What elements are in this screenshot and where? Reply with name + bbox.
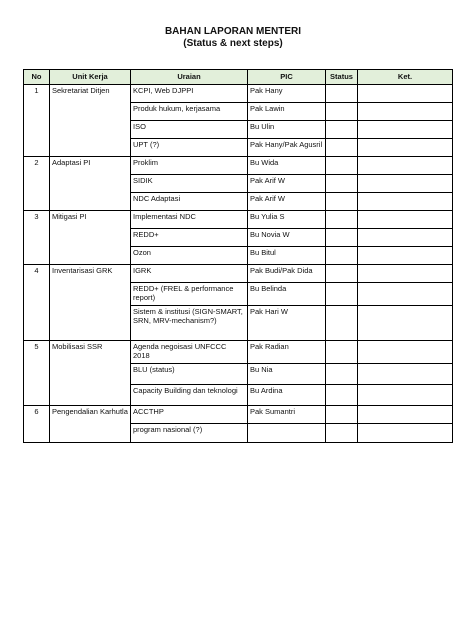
document-title-block [0,26,474,50]
status-cell [326,406,358,424]
uraian-cell: SIDIK [131,175,248,193]
uraian-cell: BLU (status) [131,364,248,385]
status-cell [326,139,358,157]
pic-cell: Bu Wida [248,157,326,175]
ket-cell [358,85,453,103]
pic-cell: Pak Arif W [248,175,326,193]
uraian-cell: Sistem & institusi (SIGN-SMART, SRN, MRV-mechanism?) [131,306,248,341]
ket-cell [358,306,453,341]
status-cell [326,193,358,211]
ket-cell [358,424,453,443]
row-number: 6 [24,406,50,443]
column-header-uraian: Uraian [131,70,248,85]
row-number: 3 [24,211,50,265]
ket-cell [358,229,453,247]
uraian-cell: ACCTHP [131,406,248,424]
ket-cell [358,211,453,229]
table-row [24,211,453,229]
unit-kerja-cell: Mobilisasi SSR [50,341,131,406]
ket-cell [358,385,453,406]
ket-cell [358,175,453,193]
pic-cell: Bu Bitul [248,247,326,265]
ket-cell [358,193,453,211]
pic-cell: Pak Budi/Pak Dida [248,265,326,283]
document-subtitle: (Status & next steps) [183,38,283,49]
pic-cell: Pak Sumantri [248,406,326,424]
pic-cell: Pak Arif W [248,193,326,211]
unit-kerja-cell: Inventarisasi GRK [50,265,131,341]
column-header-status: Status [326,70,358,85]
status-cell [326,247,358,265]
column-header-no: No [24,70,50,85]
report-table [23,69,453,443]
uraian-cell: Implementasi NDC [131,211,248,229]
status-cell [326,85,358,103]
uraian-cell: UPT (?) [131,139,248,157]
column-header-unit-kerja: Unit Kerja [50,70,131,85]
uraian-cell: program nasional (?) [131,424,248,443]
status-cell [326,157,358,175]
table-row [24,85,453,103]
pic-cell [248,424,326,443]
pic-cell: Bu Ardina [248,385,326,406]
status-cell [326,341,358,364]
status-cell [326,121,358,139]
uraian-cell: IGRK [131,265,248,283]
uraian-cell: Capacity Building dan teknologi [131,385,248,406]
status-cell [326,364,358,385]
uraian-cell: Proklim [131,157,248,175]
uraian-cell: Produk hukum, kerjasama [131,103,248,121]
ket-cell [358,157,453,175]
pic-cell: Bu Ulin [248,121,326,139]
uraian-cell: ISO [131,121,248,139]
status-cell [326,283,358,306]
status-cell [326,175,358,193]
document-title: BAHAN LAPORAN MENTERI [164,26,302,37]
pic-cell: Bu Belinda [248,283,326,306]
pic-cell: Pak Hany/Pak Agusril [248,139,326,157]
ket-cell [358,121,453,139]
ket-cell [358,364,453,385]
uraian-cell: REDD+ (FREL & performance report) [131,283,248,306]
ket-cell [358,139,453,157]
uraian-cell: NDC Adaptasi [131,193,248,211]
unit-kerja-cell: Mitigasi PI [50,211,131,265]
status-cell [326,424,358,443]
pic-cell: Pak Radian [248,341,326,364]
column-header-ket: Ket. [358,70,453,85]
ket-cell [358,283,453,306]
table-row [24,265,453,283]
table-row [24,341,453,364]
row-number: 4 [24,265,50,341]
table-header-row [24,70,453,85]
pic-cell: Bu Nia [248,364,326,385]
unit-kerja-cell: Pengendalian Karhutla [50,406,131,443]
table-row [24,406,453,424]
unit-kerja-cell: Adaptasi PI [50,157,131,211]
uraian-cell: REDD+ [131,229,248,247]
ket-cell [358,265,453,283]
ket-cell [358,341,453,364]
uraian-cell: Ozon [131,247,248,265]
table-row [24,157,453,175]
uraian-cell: Agenda negoisasi UNFCCC 2018 [131,341,248,364]
status-cell [326,385,358,406]
row-number: 2 [24,157,50,211]
status-cell [326,103,358,121]
status-cell [326,211,358,229]
row-number: 5 [24,341,50,406]
ket-cell [358,406,453,424]
ket-cell [358,103,453,121]
status-cell [326,306,358,341]
pic-cell: Pak Hany [248,85,326,103]
uraian-cell: KCPI, Web DJPPI [131,85,248,103]
row-number: 1 [24,85,50,157]
pic-cell: Pak Lawin [248,103,326,121]
unit-kerja-cell: Sekretariat Ditjen [50,85,131,157]
status-cell [326,229,358,247]
column-header-pic: PIC [248,70,326,85]
pic-cell: Bu Yulia S [248,211,326,229]
pic-cell: Pak Hari W [248,306,326,341]
pic-cell: Bu Novia W [248,229,326,247]
ket-cell [358,247,453,265]
status-cell [326,265,358,283]
